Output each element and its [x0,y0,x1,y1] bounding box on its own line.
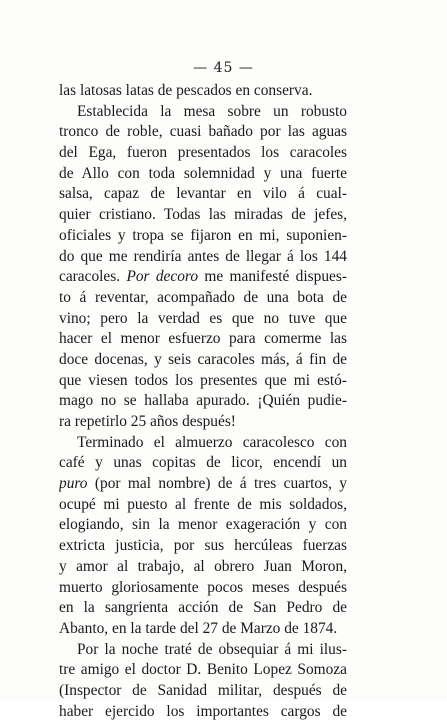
body-text [59,81,347,722]
text-line: hacer el menor esfuerzo para comerme las [59,330,347,348]
text-line: Abanto, en la tarde del 27 de Marzo de 1874. [59,619,338,637]
italic-phrase: puro [59,475,88,493]
text-line: doce docenas, y seis caracoles más, á fin de [59,350,347,368]
text-line: del Ega, fueron presentados los caracoles [59,144,347,162]
text-line: muerto gloriosamente pocos meses después [59,578,347,596]
page-number: — 45 — [193,60,254,76]
text-line: haber ejercido los importantes cargos de [59,702,347,720]
text-line: tre amigo el doctor D. Benito Lopez Somoza [59,661,347,679]
text-line: vino; pero la verdad es que no tuve que [59,309,347,327]
text-line: mago no se hallaba apurado. ¡Quién pudie- [59,392,347,410]
text-line: elogiando, sin la menor exageración y con [59,516,347,534]
text-line: en la sangrienta acción de San Pedro de [59,599,347,617]
text-line: extricta justicia, por sus hercúleas fuerzas [59,537,347,555]
text-line: salsa, capaz de levantar en vilo á cual- [59,185,347,203]
text-line: ra repetirlo 25 años después! [59,413,236,430]
text-line: que viesen todos los presentes que mi estó- [59,371,347,389]
text-line: oficiales y tropa se fijaron en mi, suponien- [59,226,347,244]
text-line: Establecida la mesa sobre un robusto [77,102,347,120]
text-line: Terminado el almuerzo caracolesco con [77,433,347,451]
text-line: caracoles. Por decoro me manifesté dispues- [59,268,347,286]
text-line: las latosas latas de pescados en conserva. [59,82,313,99]
text-line: quier cristiano. Todas las miradas de jefes, [59,206,347,224]
text-line: puro (por mal nombre) de á tres cuartos, y [59,475,347,493]
text-line: (Inspector de Sanidad militar, después de [59,681,347,699]
text-line: to á reventar, acompañado de una bota de [59,288,347,306]
text-line: café y unas copitas de licor, encendí un [59,454,347,472]
text-line: do que me rendiría antes de llegar á los 144 [59,247,347,265]
text-line: de Allo con toda solemnidad y una fuerte [59,164,347,182]
text-line: ocupé mi puesto al frente de mis soldados, [59,495,347,513]
text-line: tronco de roble, cuasi bañado por las aguas [59,123,347,141]
italic-phrase: Por decoro [126,268,199,286]
text-line: Por la noche traté de obsequiar á mi ilus- [77,640,347,658]
text-line: y amor al trabajo, al obrero Juan Moron, [59,557,347,575]
